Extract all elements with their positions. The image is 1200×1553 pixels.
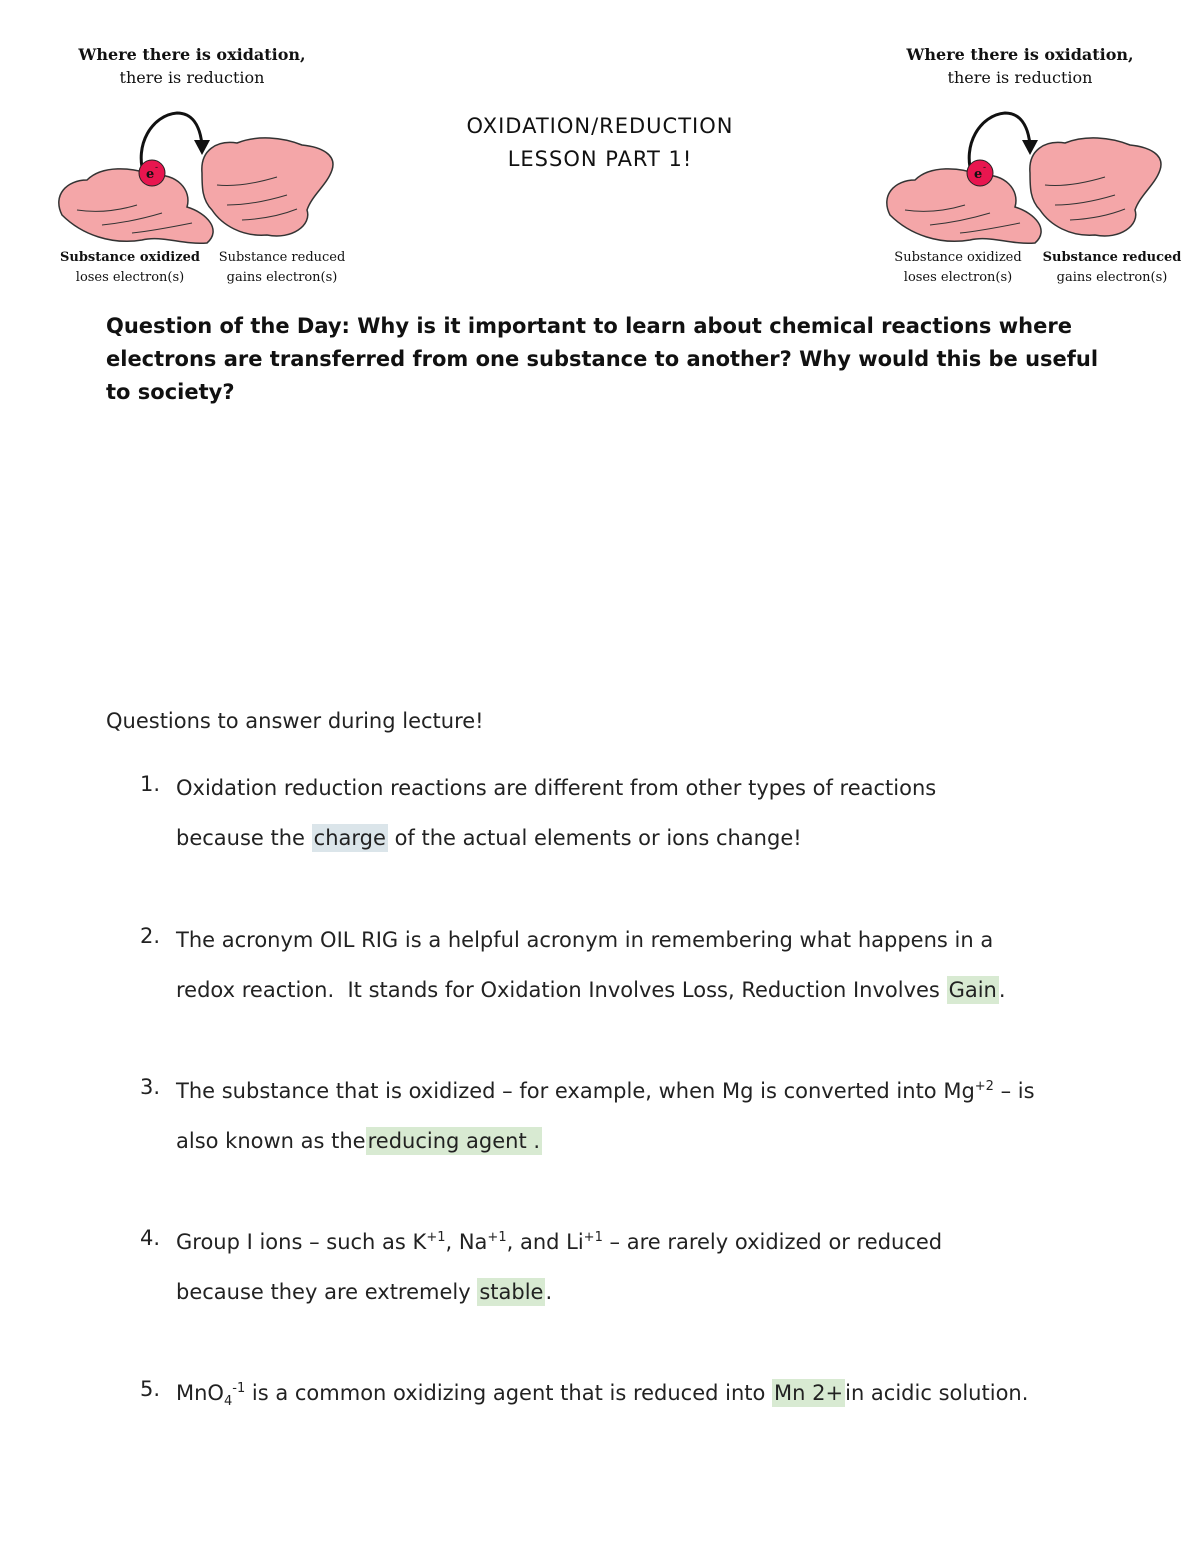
svg-text:-: -: [155, 163, 159, 173]
title-line-2: LESSON PART 1!: [507, 147, 693, 171]
item-line-1: [176, 1377, 1028, 1409]
item-text: Oxidation reduction reactions are different from other types of reactions: [176, 776, 937, 800]
label-substance-oxidized: [60, 248, 200, 288]
item-text: because the: [176, 826, 312, 850]
item-text: redox reaction. It stands for Oxidation Involves Loss, Reduction Involves: [176, 978, 947, 1002]
hands-electron-transfer-icon: [870, 95, 1170, 245]
label-line-2: loses electron(s): [75, 270, 185, 285]
label-substance-reduced: [1042, 248, 1182, 288]
illustration-caption-top: [870, 43, 1170, 89]
item-text: The substance that is oxidized – for example, when Mg is converted into Mg: [176, 1079, 975, 1103]
item-number: 5.: [140, 1377, 161, 1401]
label-line-1: Substance reduced: [218, 250, 346, 265]
item-text: is a common oxidizing agent that is reduced into: [245, 1381, 773, 1405]
caption-line-1: Where there is oxidation,: [78, 45, 306, 64]
item-line-1: [176, 1226, 942, 1258]
charge-superscript: +1: [426, 1230, 446, 1245]
answer-highlight: stable: [479, 1280, 544, 1304]
illustration-caption-top: [42, 43, 342, 89]
questions-heading: Questions to answer during lecture!: [106, 709, 484, 733]
label-line-1: Substance reduced: [1042, 250, 1182, 265]
label-substance-reduced: [212, 248, 352, 288]
label-line-1: Substance oxidized: [60, 250, 200, 265]
item-text: .: [545, 1280, 553, 1304]
item-text: of the actual elements or ions change!: [387, 826, 802, 850]
item-line-1: [176, 924, 993, 956]
answer-highlight: Mn 2+: [774, 1381, 844, 1405]
label-line-2: loses electron(s): [903, 270, 1013, 285]
formula-text: MnO: [176, 1381, 224, 1405]
redox-illustration-left: [42, 43, 346, 285]
caption-line-2: there is reduction: [947, 68, 1093, 87]
label-line-1: Substance oxidized: [894, 250, 1022, 265]
item-line-2: [176, 1125, 542, 1157]
item-text: because they are extremely: [176, 1280, 478, 1304]
item-line-1: [176, 772, 936, 804]
item-text: Group I ions – such as K: [176, 1230, 427, 1254]
item-number: 2.: [140, 924, 161, 948]
caption-line-2: there is reduction: [119, 68, 265, 87]
item-line-1: [176, 1075, 1035, 1107]
item-number: 1.: [140, 772, 161, 796]
charge-superscript: +2: [974, 1079, 994, 1094]
question-of-the-day: Question of the Day: Why is it important to learn about chemical reactions where electrons are transferred from one substance to another? Why would this be useful to society?: [106, 314, 1099, 404]
charge-superscript: +1: [583, 1230, 603, 1245]
svg-text:e: e: [146, 167, 155, 182]
item-text: – are rarely oxidized or reduced: [602, 1230, 943, 1254]
item-text: also known as the: [176, 1129, 366, 1153]
item-text: – is: [993, 1079, 1035, 1103]
label-line-2: gains electron(s): [1056, 270, 1168, 285]
page-title: [400, 110, 800, 176]
item-line-2: [176, 974, 1006, 1006]
item-text: , Na: [445, 1230, 488, 1254]
svg-text:e: e: [974, 167, 983, 182]
formula-subscript: 4: [223, 1394, 233, 1410]
item-text: The acronym OIL RIG is a helpful acronym in remembering what happens in a: [176, 928, 994, 952]
item-text: .: [998, 978, 1006, 1002]
item-text: in acidic solution.: [845, 1381, 1029, 1405]
charge-superscript: +1: [487, 1230, 507, 1245]
label-line-2: gains electron(s): [226, 270, 338, 285]
svg-text:-: -: [983, 163, 987, 173]
answer-highlight: reducing agent .: [367, 1129, 541, 1153]
title-line-1: OXIDATION/REDUCTION: [466, 114, 734, 138]
item-text: , and Li: [506, 1230, 584, 1254]
item-line-2: [176, 822, 802, 854]
answer-highlight: Gain: [948, 978, 997, 1002]
item-line-2: [176, 1276, 552, 1308]
item-number: 4.: [140, 1226, 161, 1250]
charge-superscript: -1: [232, 1381, 246, 1396]
item-number: 3.: [140, 1075, 161, 1099]
answer-highlight: charge: [313, 826, 386, 850]
redox-illustration-right: [870, 43, 1182, 285]
label-substance-oxidized: [888, 248, 1028, 288]
caption-line-1: Where there is oxidation,: [906, 45, 1134, 64]
hands-electron-transfer-icon: [42, 95, 342, 245]
